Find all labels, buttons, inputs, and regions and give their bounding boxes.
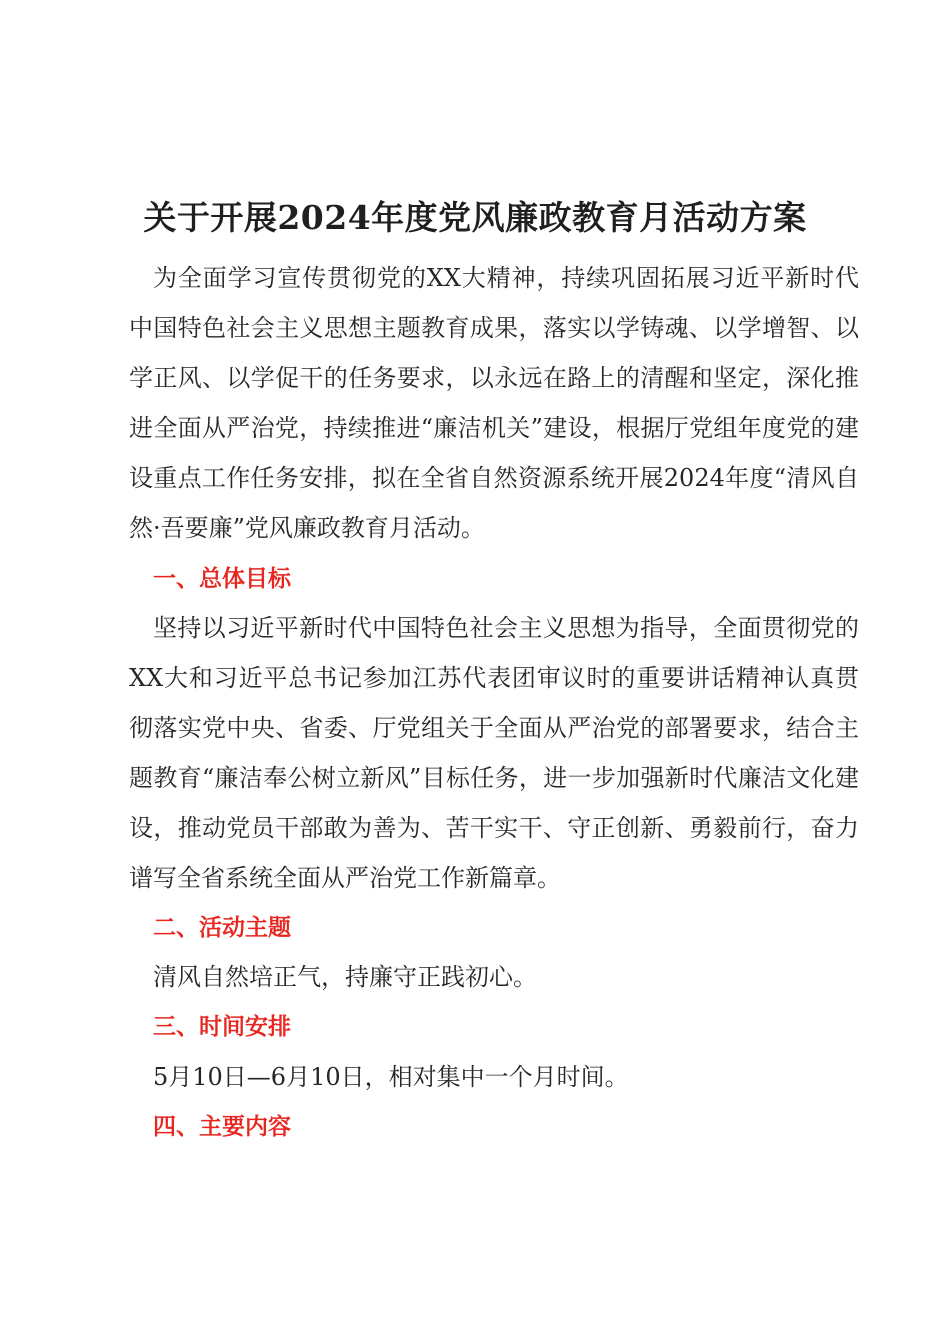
document-title: 关于开展2024年度党风廉政教育月活动方案	[143, 198, 807, 237]
section-heading-goal: 一、总体目标	[153, 566, 291, 592]
section-text-goal: 坚持以习近平新时代中国特色社会主义思想为指导，全面贯彻党的XX大和习近平总书记参加江苏代表团审议时的重要讲话精神认真贯彻落实党中央、省委、厅党组关于全面从严治党的部署要求，结合主题教育“廉洁奉公树立新风”目标任务，进一步加强新时代廉洁文化建设，推动党员干部敢为善为、苦干实干、守正创新、勇毅前行，奋力谱写全省系统全面从严治党工作新篇章。	[129, 614, 859, 892]
section-heading-theme: 二、活动主题	[153, 915, 291, 941]
section-text-theme: 清风自然培正气，持廉守正践初心。	[153, 963, 537, 991]
intro-paragraph: 为全面学习宣传贯彻党的XX大精神，持续巩固拓展习近平新时代中国特色社会主义思想主题教育成果，落实以学铸魂、以学增智、以学正风、以学促干的任务要求，以永远在路上的清醒和坚定，深化推进全面从严治党，持续推进“廉洁机关”建设，根据厅党组年度党的建设重点工作任务安排，拟在全省自然资源系统开展2024年度“清风自然·吾要廉”党风廉政教育月活动。	[129, 264, 859, 542]
section-heading-schedule: 三、时间安排	[153, 1014, 291, 1040]
section-heading-content: 四、主要内容	[153, 1114, 291, 1140]
section-text-schedule: 5月10日—6月10日，相对集中一个月时间。	[153, 1063, 629, 1091]
